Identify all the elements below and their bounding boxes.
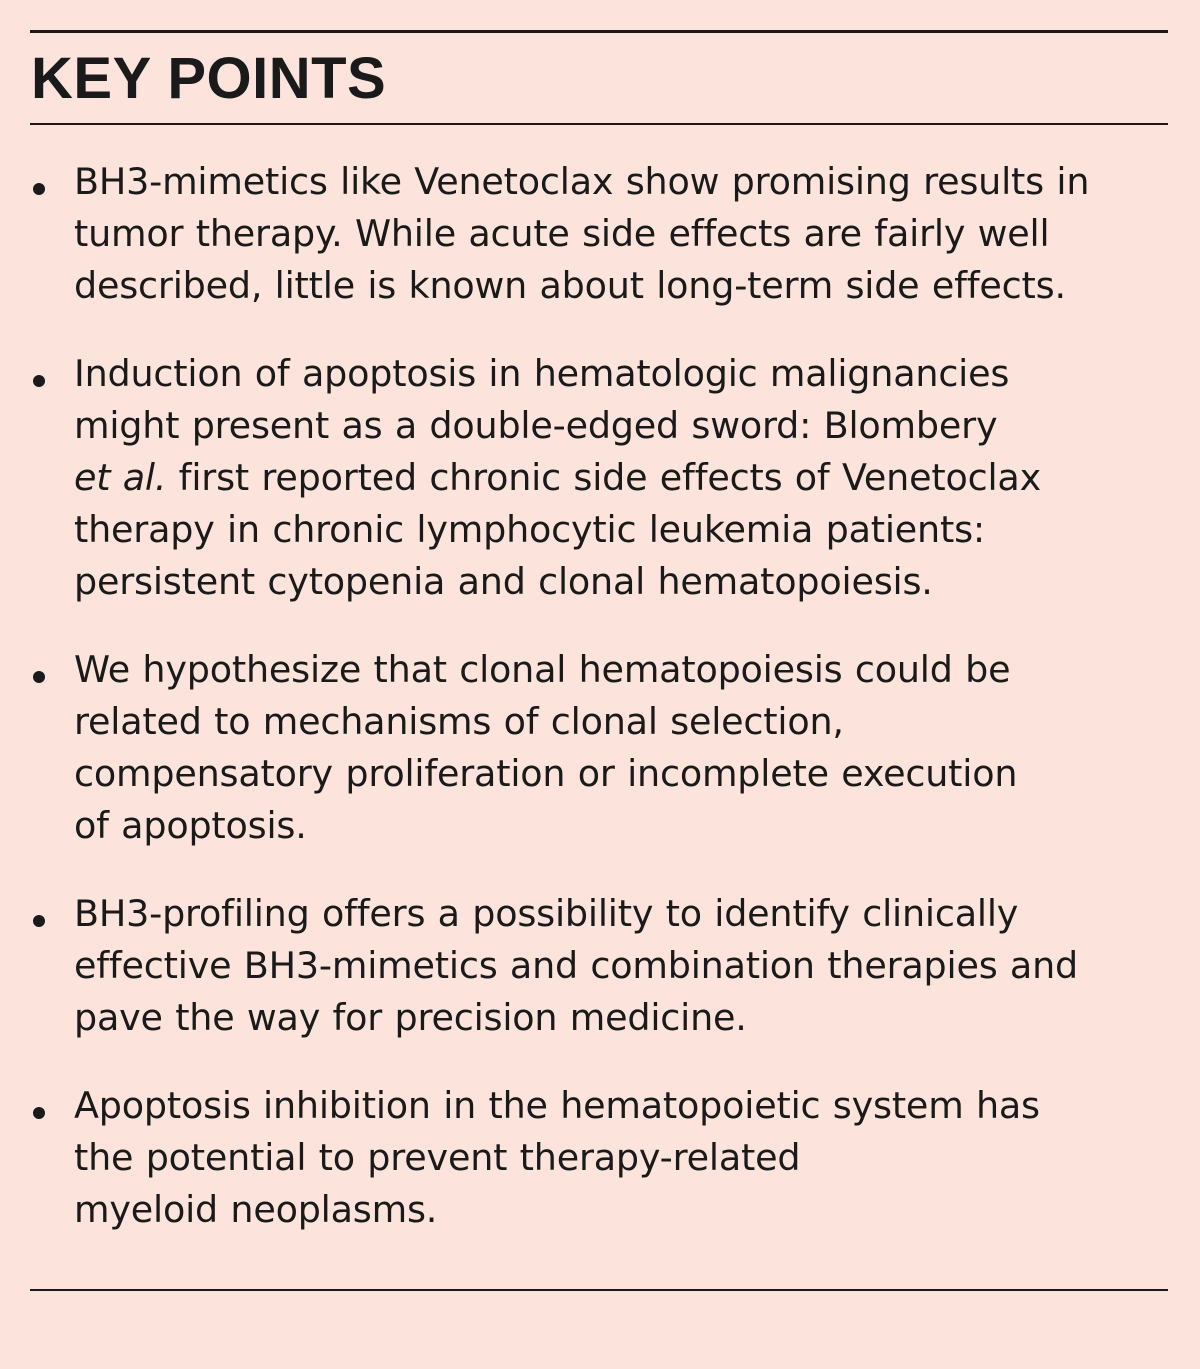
point-text [74, 1080, 1170, 1236]
point-line: We hypothesize that clonal hematopoiesis could be [74, 648, 1011, 691]
top-rule [30, 30, 1168, 33]
point-line: myeloid neoplasms. [74, 1188, 438, 1231]
point-line: compensatory proliferation or incomplete execution [74, 752, 1018, 795]
point-line: BH3-mimetics like Venetoclax show promising results in [74, 160, 1090, 203]
point-text [74, 156, 1170, 312]
point-text [74, 888, 1170, 1044]
list-item [30, 888, 1170, 1044]
point-line: persistent cytopenia and clonal hematopoiesis. [74, 560, 933, 603]
point-line: related to mechanisms of clonal selection, [74, 700, 844, 743]
point-line: might present as a double-edged sword: Blombery [74, 404, 998, 447]
bullet-icon [33, 915, 45, 927]
list-item [30, 348, 1170, 608]
point-text [74, 644, 1170, 852]
key-points-list [30, 156, 1170, 1272]
point-line: described, little is known about long-term side effects. [74, 264, 1066, 307]
point-line: BH3-profiling offers a possibility to identify clinically [74, 892, 1019, 935]
point-line: Induction of apoptosis in hematologic malignancies [74, 352, 1010, 395]
point-line: tumor therapy. While acute side effects are fairly well [74, 212, 1050, 255]
list-item [30, 644, 1170, 852]
point-line: the potential to prevent therapy-related [74, 1136, 801, 1179]
title-underline-rule [30, 123, 1168, 125]
bullet-icon [33, 1107, 45, 1119]
list-item [30, 156, 1170, 312]
point-line: Apoptosis inhibition in the hematopoietic system has [74, 1084, 1040, 1127]
point-line-continuation: first reported chronic side effects of Venetoclax [166, 456, 1041, 499]
point-text [74, 348, 1170, 608]
list-item [30, 1080, 1170, 1236]
bullet-icon [33, 671, 45, 683]
point-line [74, 452, 1170, 504]
point-line: effective BH3-mimetics and combination therapies and [74, 944, 1078, 987]
section-title: KEY POINTS [31, 46, 387, 111]
point-line: therapy in chronic lymphocytic leukemia patients: [74, 508, 986, 551]
citation-et-al: et al. [74, 456, 167, 499]
bottom-rule [30, 1289, 1168, 1291]
point-line: pave the way for precision medicine. [74, 996, 747, 1039]
bullet-icon [33, 375, 45, 387]
bullet-icon [33, 183, 45, 195]
point-line: of apoptosis. [74, 804, 307, 847]
